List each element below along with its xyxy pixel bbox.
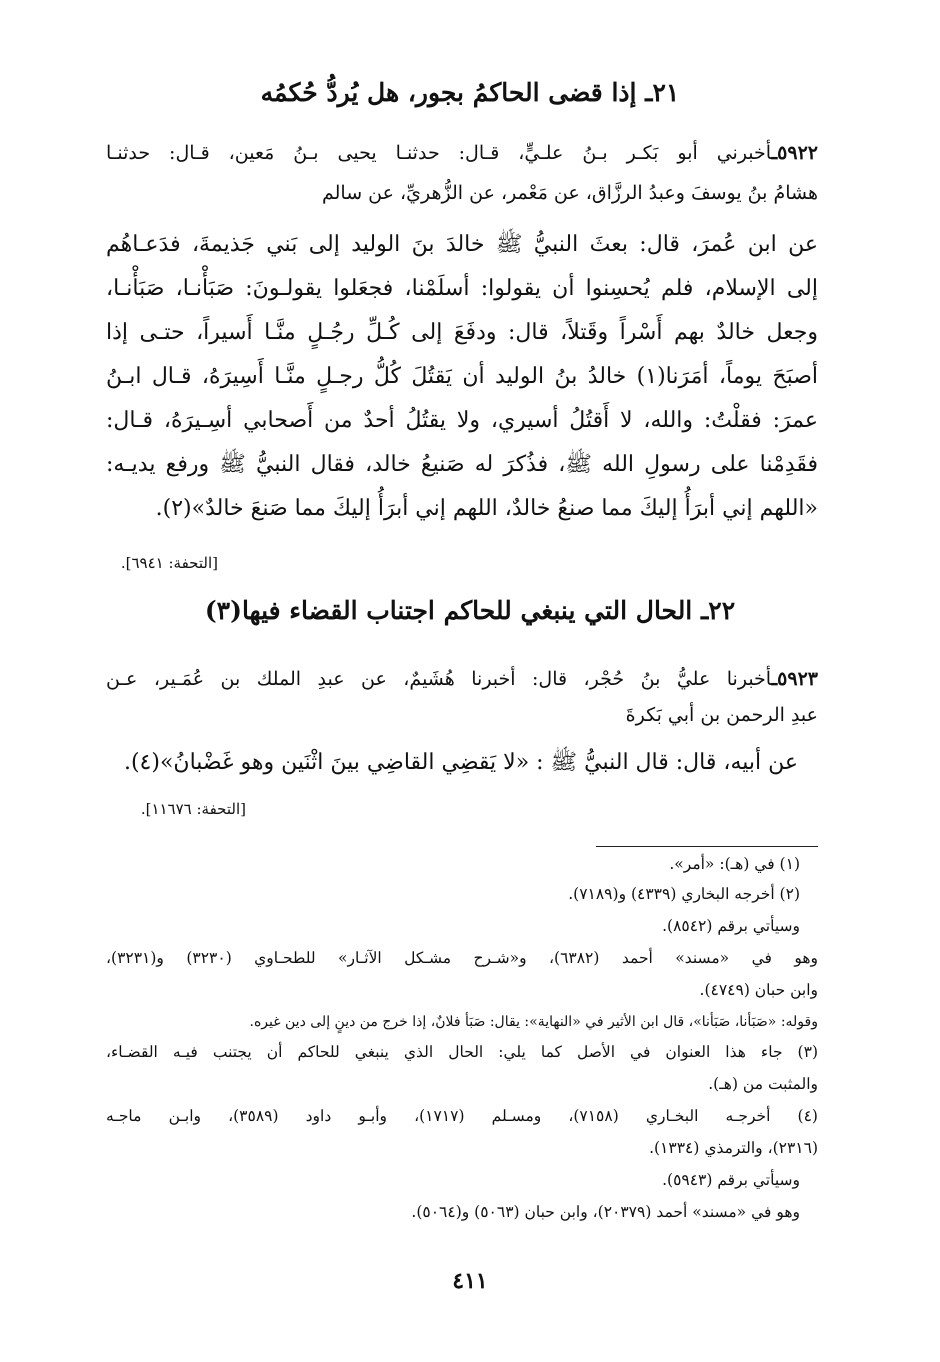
hadith-5923-number: ٥٩٢٣ـ — [771, 668, 818, 690]
hadith-5922-matn-line-3: وجعل خالدٌ بهم أَسْراً وقَتلاً، قال: ودفَعَ إلى كُـلِّ رجُـلٍ منَّـا أَسيراً، حتـى إذا — [106, 320, 818, 345]
hadith-5922-matn-line-1: عن ابن عُمرَ، قال: بعثَ النبيُّ ﷺ خالدَ بنَ الوليد إلى بَني جَذيمةَ، فدَعـاهُم — [106, 232, 818, 257]
section-22-heading: ٢٢ـ الحال التي ينبغي للحاكم اجتناب القضاء فيها(٣) — [204, 596, 736, 625]
footnote-separator — [596, 846, 818, 847]
hadith-5922-number: ٥٩٢٢ـ — [771, 142, 818, 164]
hadith-5922-isnad-line-2: هشامُ بنُ يوسفَ وعبدُ الرزَّاق، عن مَعْمر، عن الزُّهريِّ، عن سالم — [321, 182, 818, 204]
footnote-2-gloss: وقوله: «صَبَأنا، صَبَأنا»، قال ابن الأثير في «النهاية»: يقال: صَبَأ فلانٌ، إذا خرج من دينٍ إلى دين غيره. — [249, 1014, 818, 1030]
hadith-5923-isnad-line-2: عبدِ الرحمن بن أبي بَكرةَ — [625, 704, 818, 726]
footnote-1: (١) في (هـ): «أمر». — [669, 855, 800, 873]
hadith-5922-matn-line-7: «اللهم إني أبرَأُ إليكَ مما صنعُ خالدٌ، اللهم إني أبرَأُ إليكَ مما صَنعَ خالدٌ»(٢). — [155, 496, 818, 521]
hadith-5923-matn: عن أبيه، قال: قال النبيُّ ﷺ : «لا يَقضِي القاضِي بينَ اثْنَين وهو غَضْبانُ»(٤). — [123, 750, 798, 775]
footnote-4-sources: وهو في «مسند» أحمد (٢٠٣٧٩)، وابن حبان (٥٠٦٣) و(٥٠٦٤). — [411, 1203, 800, 1221]
hadith-5922-matn-line-6: فقَدِمْنا على رسولِ الله ﷺ، فذُكرَ له صَنيعُ خالد، فقال النبيُّ ﷺ ورفع يديـه: — [106, 452, 818, 477]
footnote-2: (٢) أخرجه البخاري (٤٣٣٩) و(٧١٨٩). — [568, 885, 800, 903]
hadith-5923-tuhfa-reference: [التحفة: ١١٦٧٦]. — [140, 800, 246, 818]
hadith-5923-isnad-line-1: ٥٩٢٣ـأخبرنا عليُّ بنُ حُجْر، قال: أخبرنا هُشَيمٌ، عن عبدِ الملك بن عُمَـير، عـن — [106, 668, 818, 690]
hadith-5922-matn-line-5: عمرَ: فقلْتُ: والله، لا أَقتُلُ أسيري، ولا يقتُلُ أحدٌ من أَصحابي أسِـيرَهُ، قـال: — [106, 408, 818, 433]
section-21-heading: ٢١ـ إذا قضى الحاكمُ بجور، هل يُردُّ حُكمُه — [260, 78, 680, 107]
footnote-3-line-2: والمثبت من (هـ). — [708, 1075, 818, 1093]
hadith-5922-isnad-line-1: ٥٩٢٢ـأخبرني أبو بَكـر بـنُ علـيٍّ، قـال: حدثنـا يحيى بـنُ مَعين، قـال: حدثنـا — [106, 142, 818, 164]
hadith-5922-matn-line-2: إلى الإسلام، فلم يُحسِنوا أن يقولوا: أسلَمْنا، فجعَلوا يقولـونَ: صَبَأْنـا، صَبَأْنـا، — [106, 276, 818, 301]
page-number: ٤١١ — [452, 1268, 488, 1294]
footnote-2-sources-line-2: وابن حبان (٤٧٤٩). — [699, 981, 818, 999]
footnote-2-sources-line-1: وهو في «مسند» أحمد (٦٣٨٢)، و«شـرح مشـكل الآثـار» للطحـاوي (٣٢٣٠) و(٣٢٣١)، — [106, 949, 818, 967]
footnote-3-line-1: (٣) جاء هذا العنوان في الأصل كما يلي: الحال الذي ينبغي للحاكم أن يجتنب فيـه القضـاء، — [106, 1043, 818, 1061]
footnote-2-cross-reference: وسيأتي برقم (٨٥٤٢). — [662, 917, 800, 935]
hadith-5922-tuhfa-reference: [التحفة: ٦٩٤١]. — [120, 554, 218, 572]
hadith-5922-matn-line-4: أصبَحَ يوماً، أمَرَنا(١) خالدُ بنُ الوليد أن يَقتُلَ كُلُّ رجـلٍ منَّـا أَسِيرَهُ، قـال ابـنُ — [106, 364, 819, 389]
footnote-4-line-2: (٢٣١٦)، والترمذي (١٣٣٤). — [649, 1139, 818, 1157]
footnote-4-cross-reference: وسيأتي برقم (٥٩٤٣). — [662, 1171, 800, 1189]
footnote-4-line-1: (٤) أخرجـه البخـاري (٧١٥٨)، ومسـلم (١٧١٧)، وأبـو داود (٣٥٨٩)، وابـن ماجـه — [106, 1107, 818, 1125]
